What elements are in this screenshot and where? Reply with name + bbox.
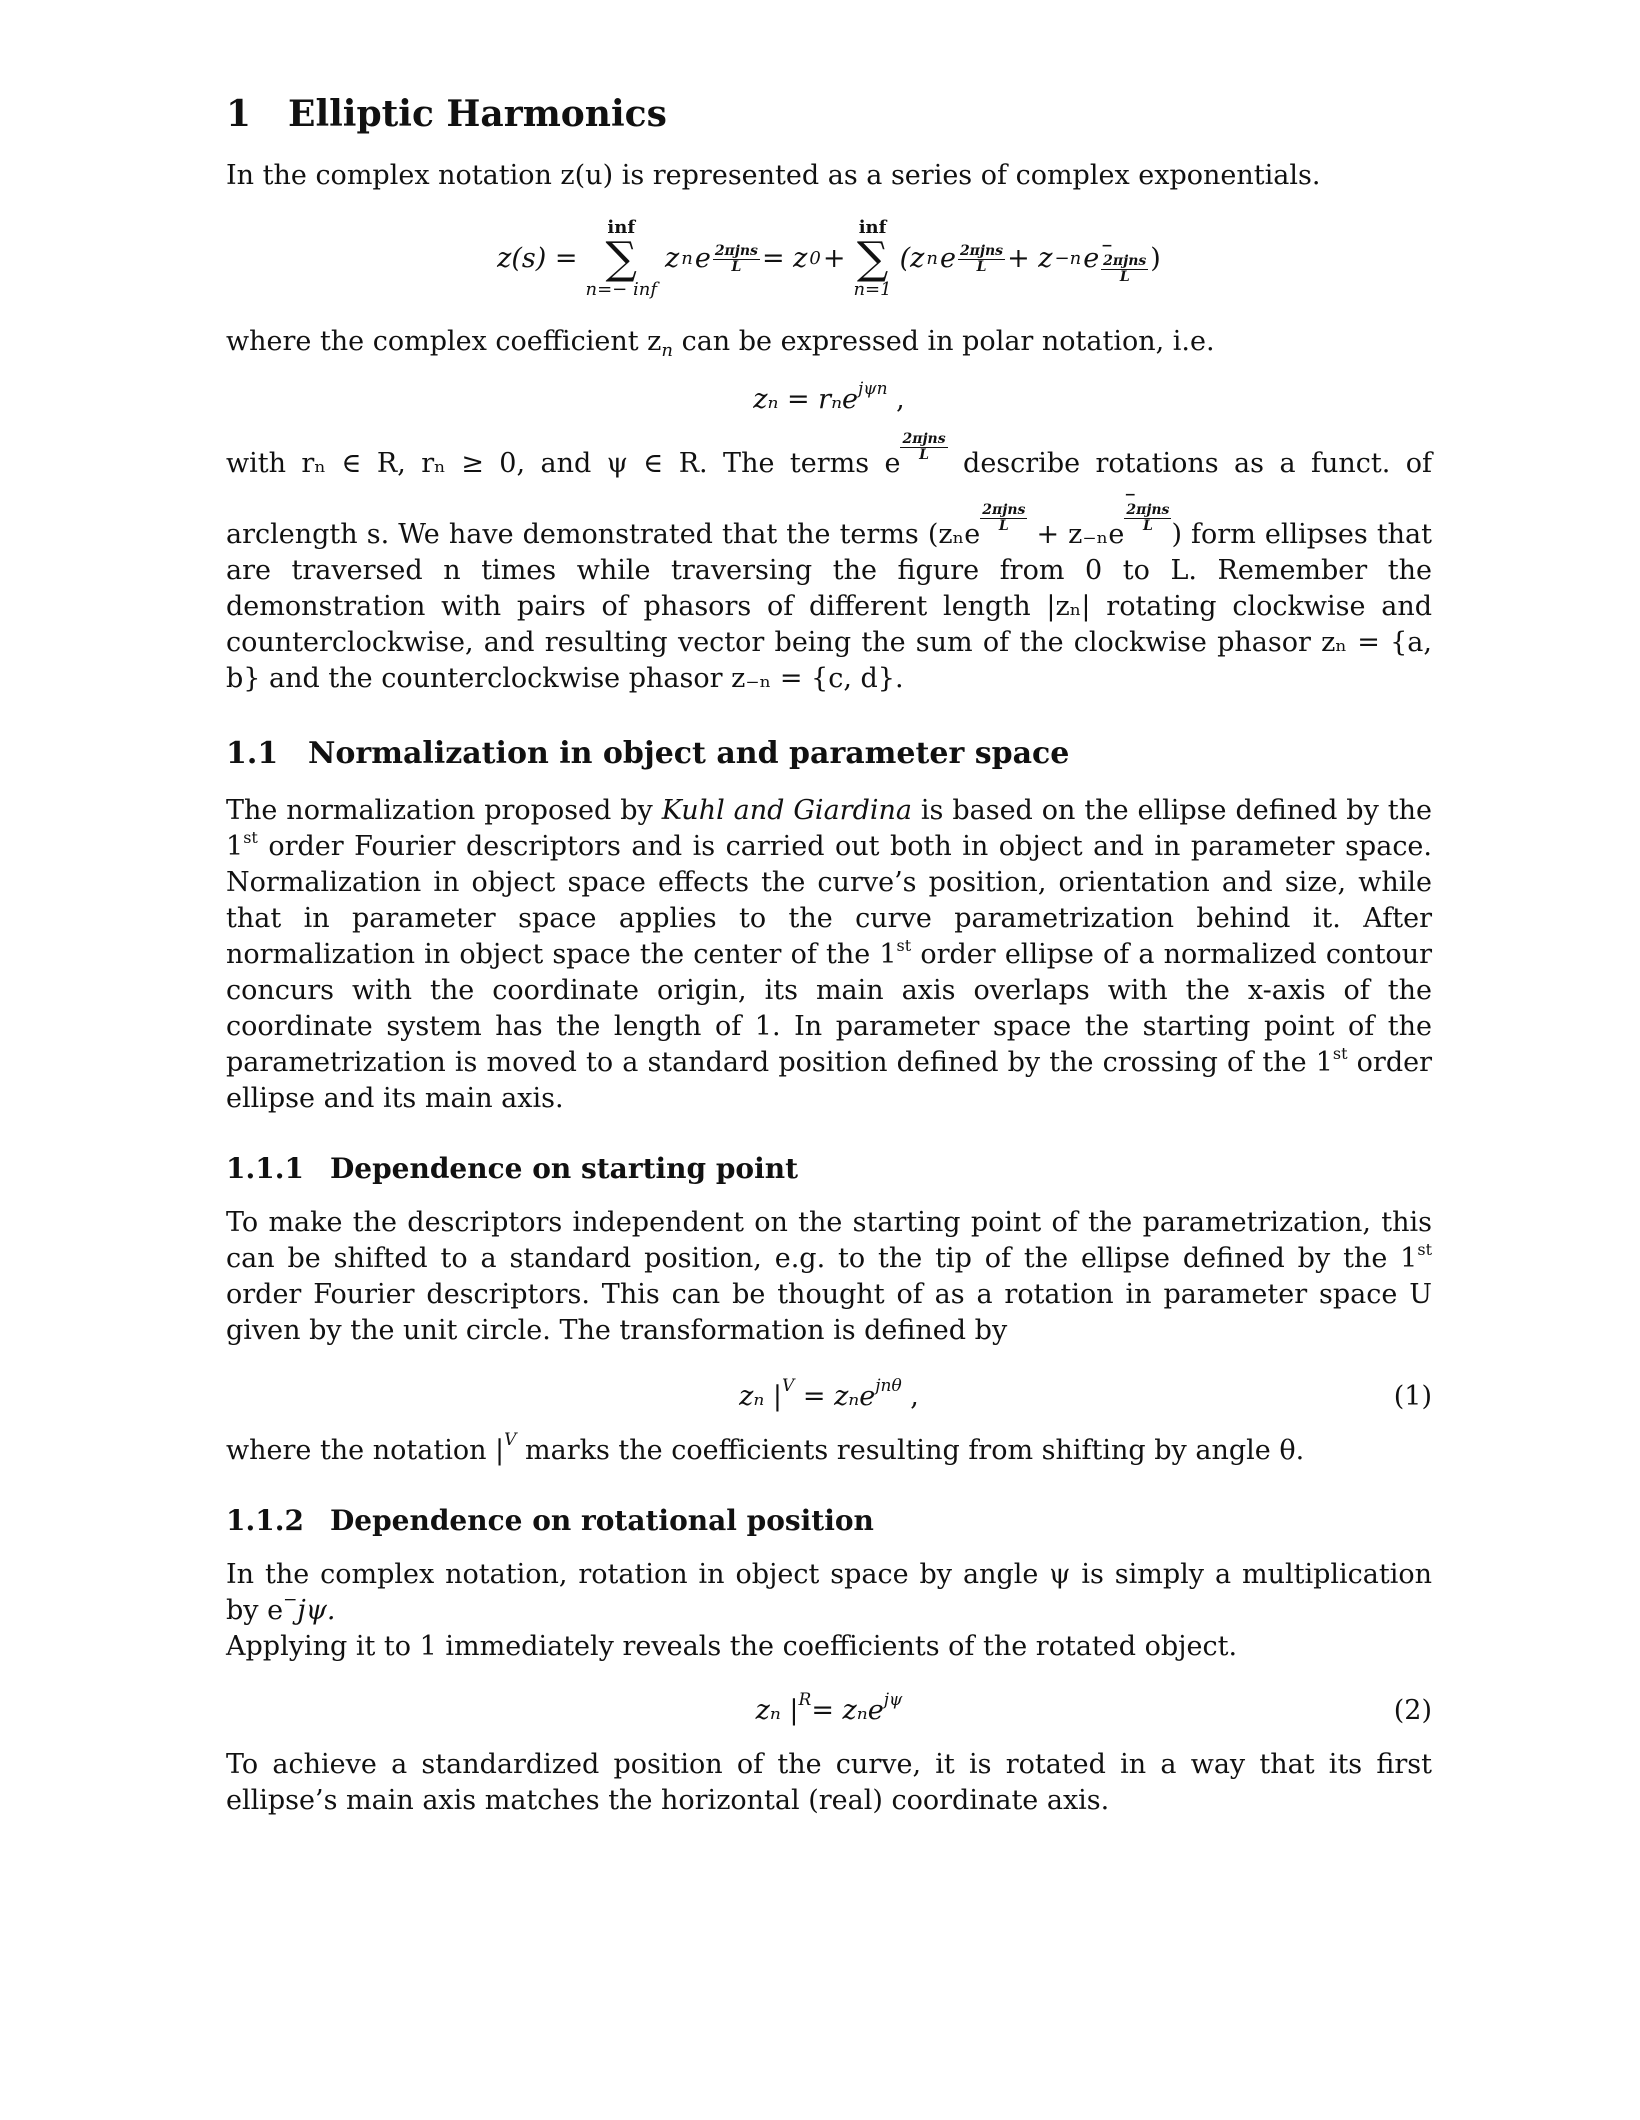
section-heading-1-1: [226, 735, 1432, 773]
sigma-icon: ∑: [605, 233, 637, 284]
sum-operator-2: inf ∑ n=1: [853, 217, 892, 300]
exponent-fraction: $\frac{\text{2πjns}}{L}$: [714, 242, 758, 275]
section-title: Dependence on rotational position: [330, 1504, 874, 1537]
section-title: Elliptic Harmonics: [288, 93, 667, 135]
page-content: [226, 92, 1432, 1819]
section-heading-1-1-2: [226, 1503, 1432, 1539]
section-heading-1-1-1: [226, 1151, 1432, 1187]
shift-notation-paragraph: where the notation $|^V$ marks the coefficients resulting from shifting by angle θ.: [226, 1430, 1305, 1466]
section-number: 1.1: [226, 736, 279, 771]
section-number: 1: [226, 93, 252, 135]
section-title: Normalization in object and parameter space: [308, 736, 1070, 771]
series-equation: z(s) = inf ∑ n=− inf z n e $\frac{\text{2πjns}}{L}$ = z 0 + inf ∑ n=1 (z n e $\frac{\text{2πjns}}{L}$ + z −n e − $\frac{\text{2πjns}}{L}$ ): [226, 212, 1432, 306]
section-number: 1.1.1: [226, 1152, 304, 1185]
final-paragraph: To achieve a standardized position of the curve, it is rotated in a way that its first ellipse’s main axis matches the horizontal (real) coordinate axis.: [226, 1749, 1432, 1816]
section-heading-1: [226, 92, 1432, 136]
section-title: Dependence on starting point: [330, 1152, 799, 1185]
exponent-fraction: $\frac{\text{2πjns}}{L}$: [959, 242, 1004, 275]
sum-operator-1: inf ∑ n=− inf: [585, 217, 657, 300]
sigma-icon: ∑: [856, 233, 889, 284]
eq-lhs: z(s) =: [497, 243, 578, 274]
normalization-paragraph: The normalization proposed by Kuhl and Giardina is based on the ellipse defined by the 1st order Fourier descriptors and is carried out both in object and in parameter space. Normalization in object space effects the curve’s position, orientation and size, while that in parameter space applies to the curve parametrization behind it. After normalization in object space the center of the 1st order ellipse of a normalized contour concurs with the coordinate origin, its main axis overlaps with the x-axis of the coordinate system has the length of 1. In parameter space the starting point of the parametrization is moved to a standard position defined by the crossing of the 1st order ellipse and its main axis.: [226, 795, 1432, 1114]
rotation-position-paragraph: In the complex notation, rotation in object space by angle ψ is simply a multiplication by e−jψ. Applying it to 1 immediately reveals the coefficients of the rotated object.: [226, 1559, 1432, 1662]
starting-point-paragraph: To make the descriptors independent on the starting point of the parametrization, this can be shifted to a standard position, e.g. to the tip of the ellipse defined by the 1st order Fourier descriptors. This can be thought of as a rotation in parameter space U given by the unit circle. The transformation is defined by: [226, 1207, 1432, 1346]
section-number: 1.1.2: [226, 1504, 304, 1537]
equation-2: zₙ $|^R= z_ne^{j\psi}$ (2): [226, 1693, 1432, 1729]
rotation-paragraph: with rₙ ∈ R, rₙ ≥ 0, and ψ ∈ R. The terms e $\frac{\text{2πjns}}{L}$ describe rotations as a funct. of arclength s. We have demonstrated that the terms (zₙe $\frac{\text{2πjns}}{L}$ + z₋ₙe − $\frac{\text{2πjns}}{L}$ ) form ellipses that are traversed n times while traversing the figure from 0 to L. Remember the demonstration with pairs of phasors of different length |zₙ| rotating clockwise and counterclockwise, and resulting vector being the sum of the clockwise phasor zₙ = {a, b} and the counterclockwise phasor z₋ₙ = {c, d}.: [226, 432, 1432, 697]
exponent-fraction-negative: − $\frac{\text{2πjns}}{L}$: [1101, 233, 1148, 285]
intro-paragraph: In the complex notation z(u) is represented as a series of complex exponentials.: [226, 160, 1321, 191]
coef-paragraph: where the complex coefficient $z_n$ can be expressed in polar notation, i.e.: [226, 326, 1215, 361]
authors: Kuhl and Giardina: [661, 795, 912, 826]
equation-1: zₙ $|^V = z_ne^{jn\theta}$ , (1): [226, 1379, 1432, 1415]
equation-number: (2): [1393, 1695, 1432, 1726]
equation-number: (1): [1393, 1381, 1432, 1412]
polar-equation: zₙ = rₙe$^{j\psi n}$ ,: [753, 379, 905, 415]
